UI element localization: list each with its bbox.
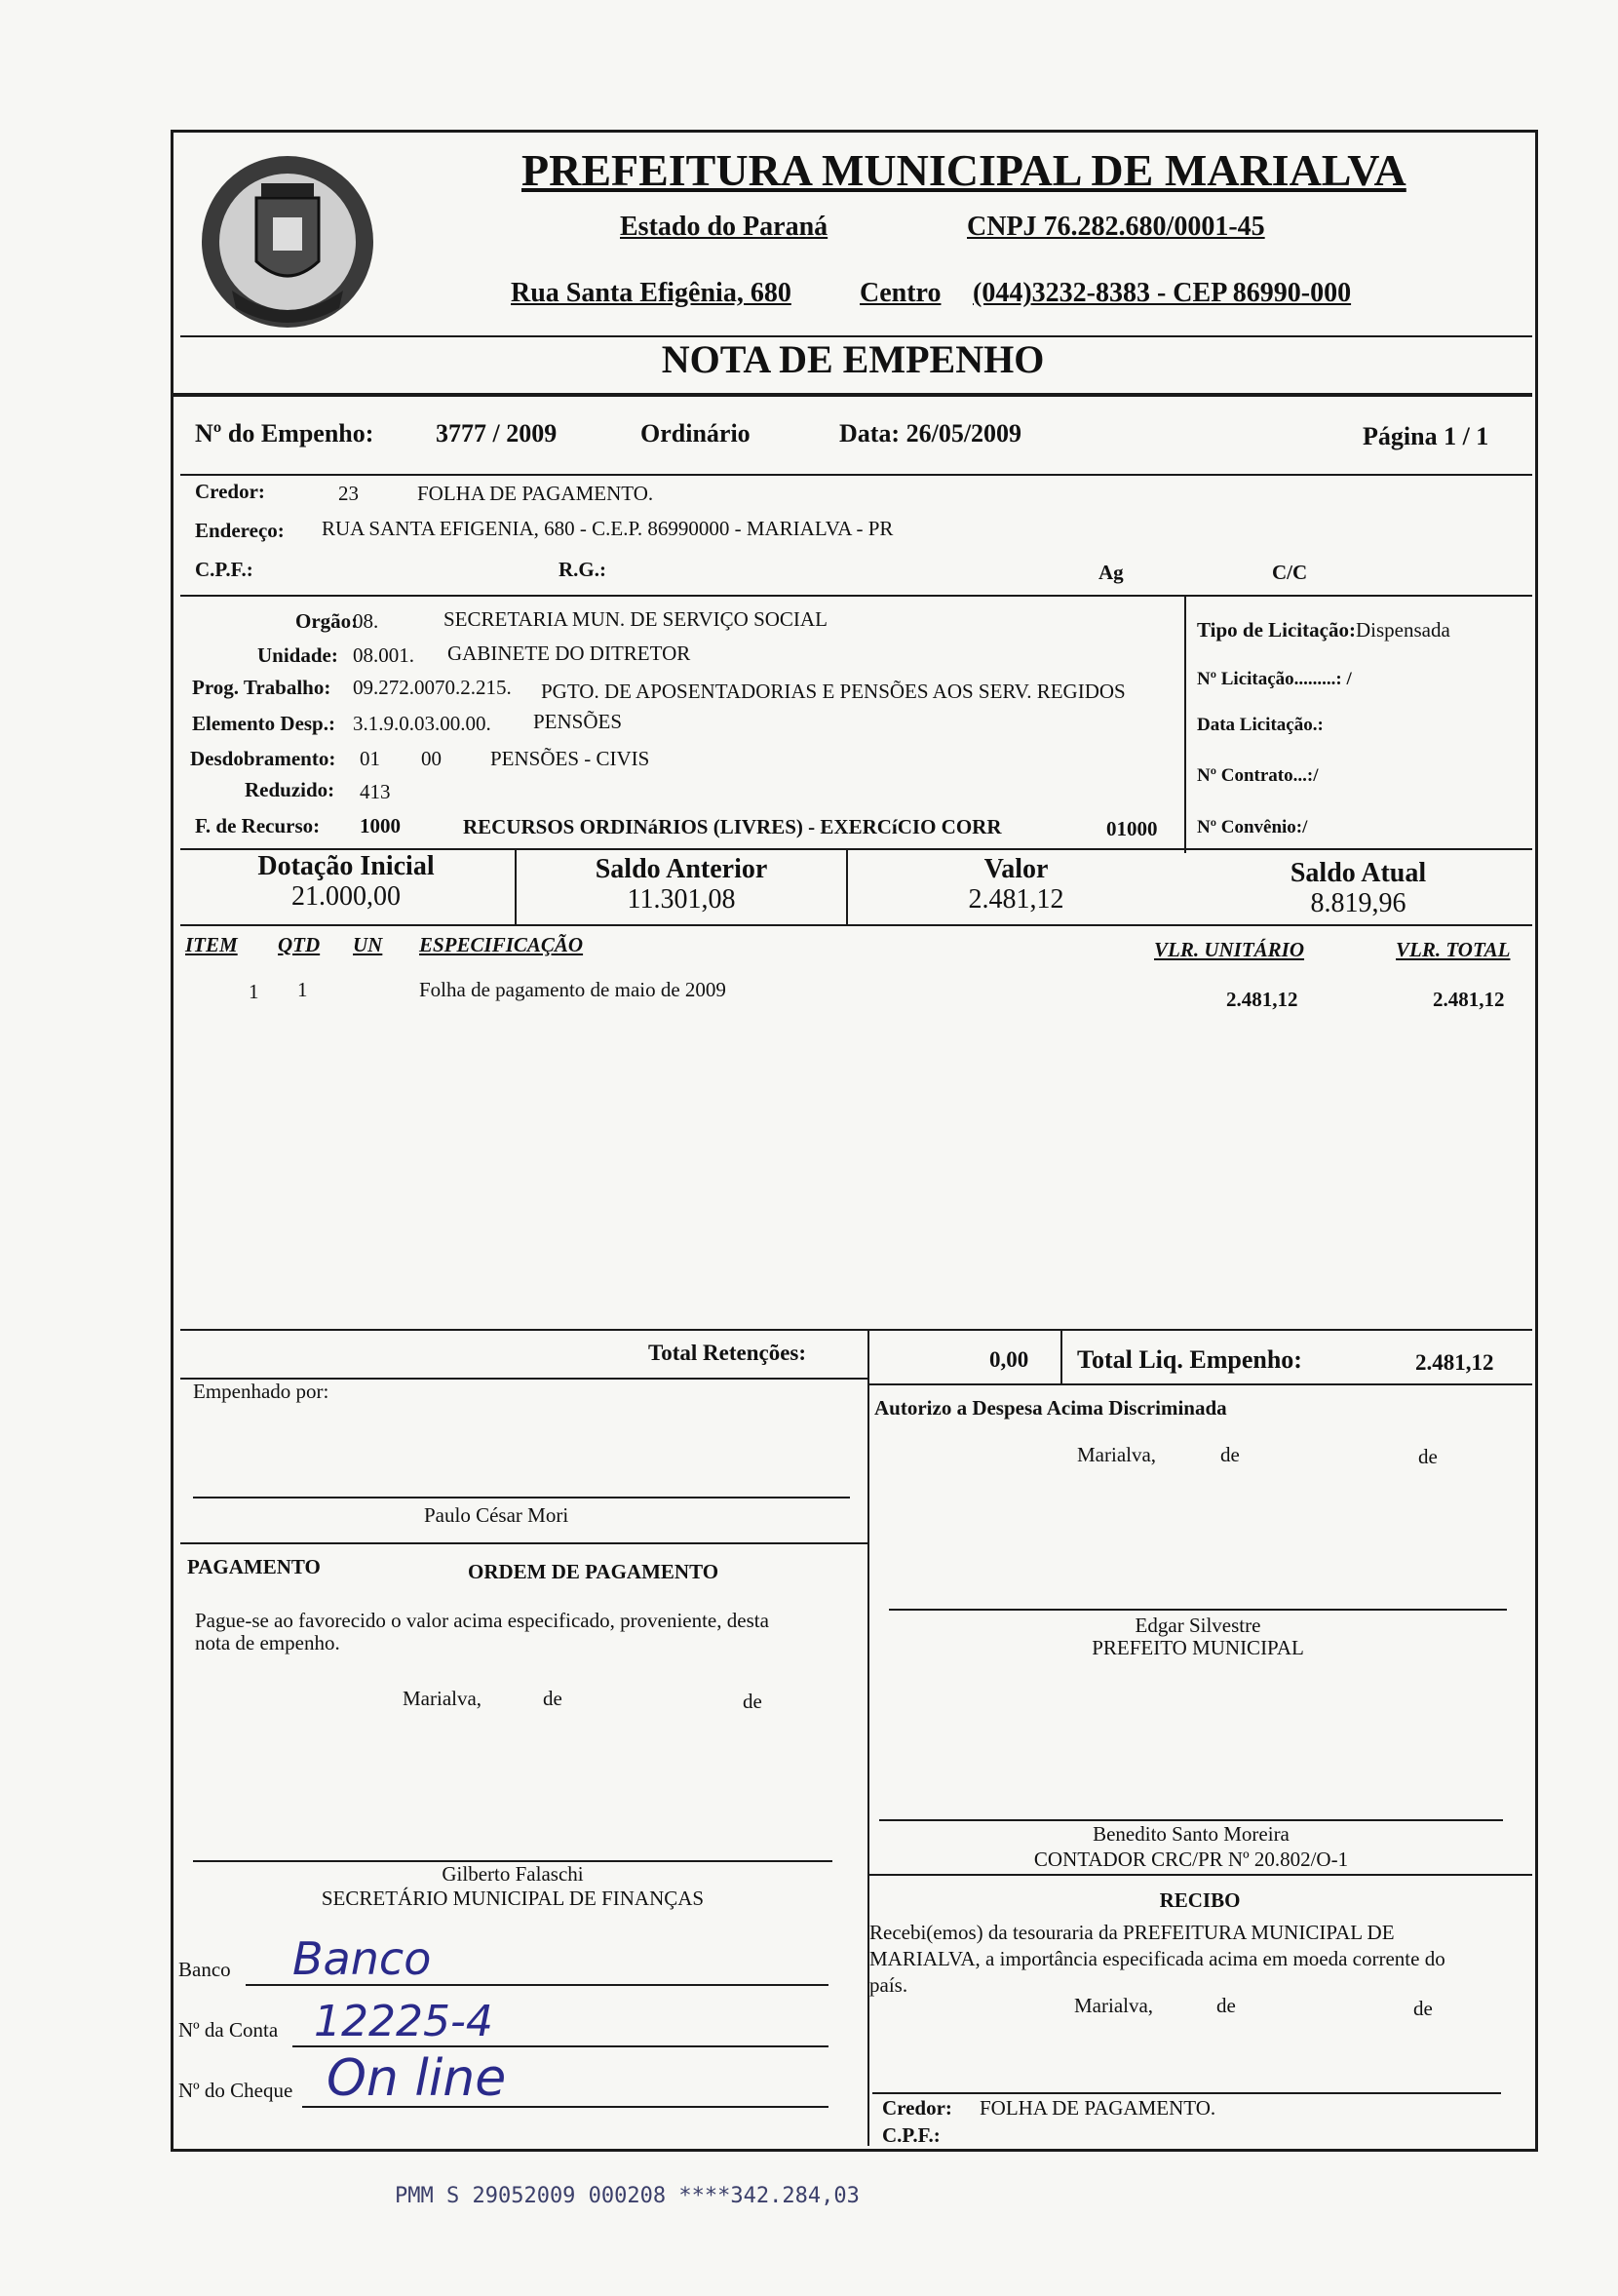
retencoes-label: Total Retenções: <box>648 1341 807 1365</box>
phone-cep: (044)3232-8383 - CEP 86990-000 <box>973 278 1352 308</box>
elemento-label: Elemento Desp.: <box>192 712 335 735</box>
col-item: ITEM <box>185 933 238 956</box>
licitacao-number: Nº Licitação.........: / <box>1197 669 1352 689</box>
unidade-label: Unidade: <box>257 643 338 667</box>
divider <box>1184 595 1186 853</box>
recibo-title: RECIBO <box>1159 1888 1241 1912</box>
recurso-code: 1000 <box>360 814 401 837</box>
pagamento-label: PAGAMENTO <box>187 1555 321 1578</box>
recurso-name: RECURSOS ORDINáRIOS (LIVRES) - EXERCíCIO CORR <box>463 815 1002 838</box>
liquido-value: 2.481,12 <box>1415 1350 1494 1375</box>
recurso-label: F. de Recurso: <box>195 814 321 837</box>
recibo-cpf-label: C.P.F.: <box>882 2123 941 2147</box>
valor-label: Valor <box>983 854 1049 884</box>
endereco-value: RUA SANTA EFIGENIA, 680 - C.E.P. 86990000 - MARIALVA - PR <box>322 517 894 540</box>
doc-title: NOTA DE EMPENHO <box>661 337 1045 381</box>
account-label: C/C <box>1272 561 1308 584</box>
desdobramento-label: Desdobramento: <box>190 747 336 770</box>
licitacao-type-label-text: Tipo de Licitação: <box>1197 618 1356 642</box>
pagamento-place: Marialva, <box>403 1687 482 1710</box>
elemento-name: PENSÕES <box>533 710 623 733</box>
pagamento-de-2: de <box>743 1690 762 1713</box>
rg-label: R.G.: <box>559 558 606 581</box>
divider <box>867 1874 1532 1876</box>
valor-value: 2.481,12 <box>968 884 1064 915</box>
divider <box>180 1542 867 1544</box>
contract-number: Nº Contrato...:/ <box>1197 765 1319 786</box>
autorizo-place: Marialva, <box>1077 1443 1157 1466</box>
banco-label: Banco <box>178 1958 231 1981</box>
empenho-label: Nº do Empenho: <box>195 419 374 448</box>
orgao-code: 08. <box>353 609 379 633</box>
autorizo-text: Autorizo a Despesa Acima Discriminada <box>874 1396 1227 1420</box>
recibo-text-1: Recebi(emos) da tesouraria da PREFEITURA MUNICIPAL DE <box>869 1921 1395 1944</box>
desdobramento-name: PENSÕES - CIVIS <box>490 747 650 770</box>
signature-line <box>193 1497 850 1498</box>
credor-label: Credor: <box>195 480 265 503</box>
desdobramento-a: 01 <box>360 747 380 770</box>
saldo-anterior-value: 11.301,08 <box>627 884 736 915</box>
cnpj: CNPJ 76.282.680/0001-45 <box>967 212 1265 242</box>
orgao-name: SECRETARIA MUN. DE SERVIÇO SOCIAL <box>443 607 828 631</box>
col-spec: ESPECIFICAÇÃO <box>419 933 584 956</box>
prefeito-name: Edgar Silvestre <box>1135 1614 1261 1637</box>
liquido-label: Total Liq. Empenho: <box>1077 1345 1302 1374</box>
secretario-title: SECRETÁRIO MUNICIPAL DE FINANÇAS <box>321 1887 705 1910</box>
recibo-text-3: país. <box>869 1973 908 1997</box>
saldo-anterior-label: Saldo Anterior <box>595 854 768 884</box>
convenio-number: Nº Convênio:/ <box>1197 817 1308 837</box>
dotacao-label: Dotação Inicial <box>257 851 435 881</box>
col-total-value: VLR. TOTAL <box>1396 938 1511 961</box>
divider <box>171 393 1532 397</box>
col-qtd: QTD <box>278 933 321 956</box>
recibo-credor-value: FOLHA DE PAGAMENTO. <box>980 2096 1216 2120</box>
divider <box>180 924 1532 926</box>
credor-name: FOLHA DE PAGAMENTO. <box>417 482 654 505</box>
prog-code: 09.272.0070.2.215. <box>353 676 512 699</box>
row-qtd: 1 <box>297 978 308 1001</box>
prog-label: Prog. Trabalho: <box>192 676 331 699</box>
signature-line <box>879 1819 1503 1821</box>
cheque-handwritten: On line <box>327 2049 507 2108</box>
state-name: Estado do Paraná <box>620 212 828 242</box>
reduzido-label: Reduzido: <box>245 778 335 801</box>
endereco-label: Endereço: <box>195 519 285 542</box>
prog-name: PGTO. DE APOSENTADORIAS E PENSÕES AOS SERV. REGIDOS <box>541 680 1126 703</box>
conta-label: Nº da Conta <box>178 2018 279 2042</box>
col-unit-value: VLR. UNITÁRIO <box>1154 938 1305 961</box>
autorizo-de-2: de <box>1418 1445 1438 1468</box>
secretario-name: Gilberto Falaschi <box>442 1862 584 1886</box>
municipality-title: PREFEITURA MUNICIPAL DE MARIALVA <box>521 145 1406 195</box>
recibo-de-1: de <box>1216 1994 1236 2017</box>
empenhado-label: Empenhado por: <box>193 1380 329 1403</box>
dotacao-value: 21.000,00 <box>291 881 401 912</box>
conta-line <box>292 2045 828 2047</box>
pagamento-de-1: de <box>543 1687 562 1710</box>
recibo-de-2: de <box>1413 1997 1433 2020</box>
prefeito-title: PREFEITO MUNICIPAL <box>1092 1636 1304 1659</box>
unidade-name: GABINETE DO DITRETOR <box>447 642 691 665</box>
empenho-date: Data: 26/05/2009 <box>839 419 1022 448</box>
row-spec: Folha de pagamento de maio de 2009 <box>419 978 726 1001</box>
saldo-atual-value: 8.819,96 <box>1310 888 1406 918</box>
reduzido-value: 413 <box>360 780 391 803</box>
orgao-label: Orgão: <box>295 609 359 633</box>
elemento-code: 3.1.9.0.03.00.00. <box>353 712 491 735</box>
page-number: Página 1 / 1 <box>1363 422 1489 450</box>
contador-name: Benedito Santo Moreira <box>1093 1822 1290 1846</box>
row-total-value: 2.481,12 <box>1433 988 1505 1011</box>
street-address: Rua Santa Efigênia, 680 <box>511 278 791 308</box>
authentication-stamp: PMM S 29052009 000208 ****342.284,03 <box>395 2184 860 2208</box>
licitacao-date: Data Licitação.: <box>1197 715 1324 735</box>
contador-title: CONTADOR CRC/PR Nº 20.802/O-1 <box>1033 1848 1349 1871</box>
district: Centro <box>860 278 942 308</box>
autorizo-de-1: de <box>1220 1443 1240 1466</box>
conta-handwritten: 12225-4 <box>314 1997 493 2046</box>
signature-line <box>872 2092 1501 2094</box>
empenhado-name: Paulo César Mori <box>424 1503 569 1527</box>
unidade-code: 08.001. <box>353 643 414 667</box>
row-item: 1 <box>249 980 259 1003</box>
saldo-atual-label: Saldo Atual <box>1290 858 1427 888</box>
recibo-text-2: MARIALVA, a importância especificada acima em moeda corrente do <box>869 1947 1445 1970</box>
ordem-pagamento-label: ORDEM DE PAGAMENTO <box>468 1560 719 1583</box>
cpf-label: C.P.F.: <box>195 558 253 581</box>
divider <box>180 474 1532 476</box>
pagamento-text-1: Pague-se ao favorecido o valor acima especificado, proveniente, desta <box>195 1609 769 1632</box>
licitacao-type-label <box>1197 618 1450 642</box>
licitacao-type-value: Dispensada <box>1355 618 1450 642</box>
signature-line <box>889 1609 1507 1611</box>
credor-code: 23 <box>338 482 359 505</box>
banco-line <box>246 1984 828 1986</box>
divider <box>867 1378 869 2146</box>
recibo-place: Marialva, <box>1074 1994 1154 2017</box>
cheque-label: Nº do Cheque <box>178 2079 293 2102</box>
empenho-type: Ordinário <box>640 419 751 448</box>
empenho-number: 3777 / 2009 <box>436 419 558 448</box>
divider <box>180 848 1532 850</box>
desdobramento-b: 00 <box>421 747 442 770</box>
recurso-code2: 01000 <box>1106 817 1158 840</box>
agency-label: Ag <box>1098 561 1124 584</box>
row-unit-value: 2.481,12 <box>1226 988 1298 1011</box>
divider <box>1060 1329 1062 1383</box>
cheque-line <box>302 2106 828 2108</box>
divider <box>867 1383 1532 1385</box>
banco-handwritten: Banco <box>292 1932 432 1985</box>
recibo-credor-label: Credor: <box>882 2096 952 2120</box>
divider <box>180 1329 1532 1331</box>
pagamento-text-2: nota de empenho. <box>195 1631 340 1654</box>
retencoes-value: 0,00 <box>989 1347 1029 1372</box>
divider <box>180 595 1532 597</box>
col-un: UN <box>353 933 383 956</box>
